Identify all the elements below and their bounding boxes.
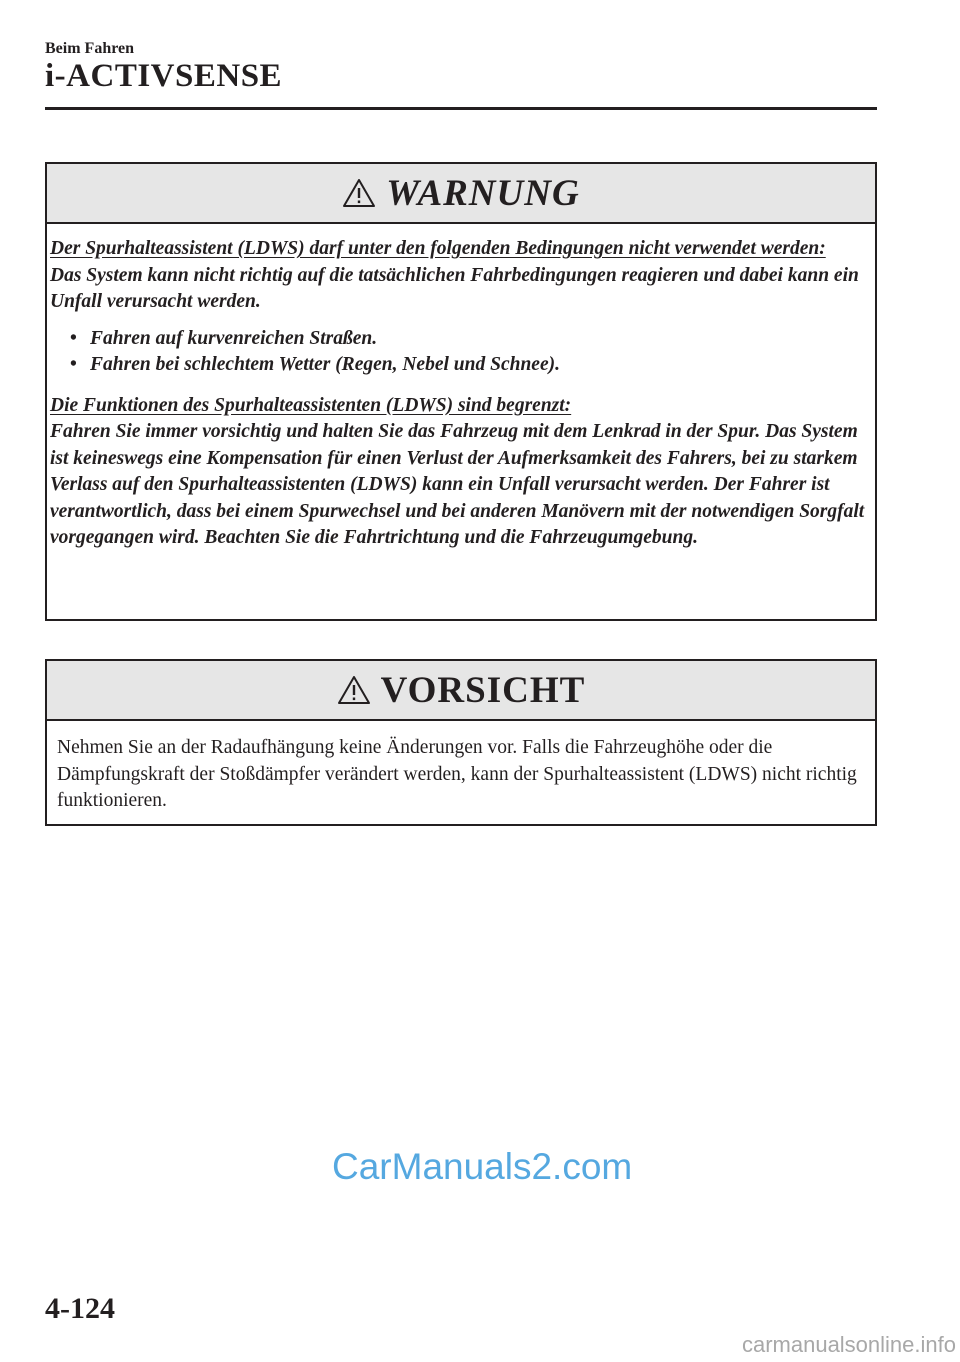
warning-title: WARNUNG bbox=[386, 172, 580, 214]
page-number: 4-124 bbox=[45, 1292, 115, 1325]
warning-bullet-list bbox=[50, 326, 867, 379]
header-divider bbox=[45, 107, 877, 110]
caution-header bbox=[47, 661, 875, 721]
list-item-text: Fahren bei schlechtem Wetter (Regen, Nebel und Schnee). bbox=[90, 354, 560, 375]
warning-box bbox=[45, 162, 877, 621]
warning-triangle-icon bbox=[342, 178, 376, 208]
list-item-text: Fahren auf kurvenreichen Straßen. bbox=[90, 327, 378, 349]
list-item bbox=[70, 326, 867, 353]
footer-site-link[interactable]: carmanualsonline.info bbox=[741, 1332, 956, 1357]
bullet-mark: • bbox=[70, 354, 77, 375]
watermark-link[interactable]: CarManuals2.com bbox=[332, 1146, 633, 1187]
chapter-title: i-ACTIVSENSE bbox=[45, 58, 283, 94]
caution-text: Nehmen Sie an der Radaufhängung keine Änderungen vor. Falls die Fahrzeughöhe oder die Dämpfungskraft der Stoßdämpfer verändert werden, kann der Spurhalteassistent (LDWS) nicht richtig funktionieren. bbox=[57, 737, 857, 811]
warning-text-conditions: Das System kann nicht richtig auf die tatsächlichen Fahrbedingungen reagieren und dabei kann ein Unfall verursacht werden. bbox=[50, 264, 859, 312]
list-item bbox=[70, 352, 867, 379]
caution-title: VORSICHT bbox=[380, 669, 586, 711]
warning-text-limits: Fahren Sie immer vorsichtig und halten Sie das Fahrzeug mit dem Lenkrad in der Spur. Das System ist keineswegs eine Kompensation für einen Verlust der Aufmerksamkeit des Fahrers, bei zu starkem Verlass auf den Spurhalteassistenten (LDWS) kann ein Unfall verursacht werden. Der Fahrer ist verantwortlich, dass bei einem Spurwechsel und bei anderen Manövern mit der notwendigen Sorgfalt vorgegangen wird. Beachten Sie die Fahrtrichtung und die Fahrzeugumgebung. bbox=[50, 421, 865, 548]
warning-heading-conditions: Der Spurhalteassistent (LDWS) darf unter den folgenden Bedingungen nicht verwendet werden: bbox=[50, 238, 826, 259]
caution-body bbox=[47, 721, 875, 815]
caution-box bbox=[45, 659, 877, 826]
warning-triangle-icon bbox=[337, 675, 371, 705]
warning-heading-limits: Die Funktionen des Spurhalteassistenten (LDWS) sind begrenzt: bbox=[50, 394, 572, 416]
warning-body bbox=[47, 224, 875, 552]
bullet-mark: • bbox=[70, 327, 77, 349]
warning-header bbox=[47, 164, 875, 224]
section-label: Beim Fahren bbox=[45, 40, 135, 57]
